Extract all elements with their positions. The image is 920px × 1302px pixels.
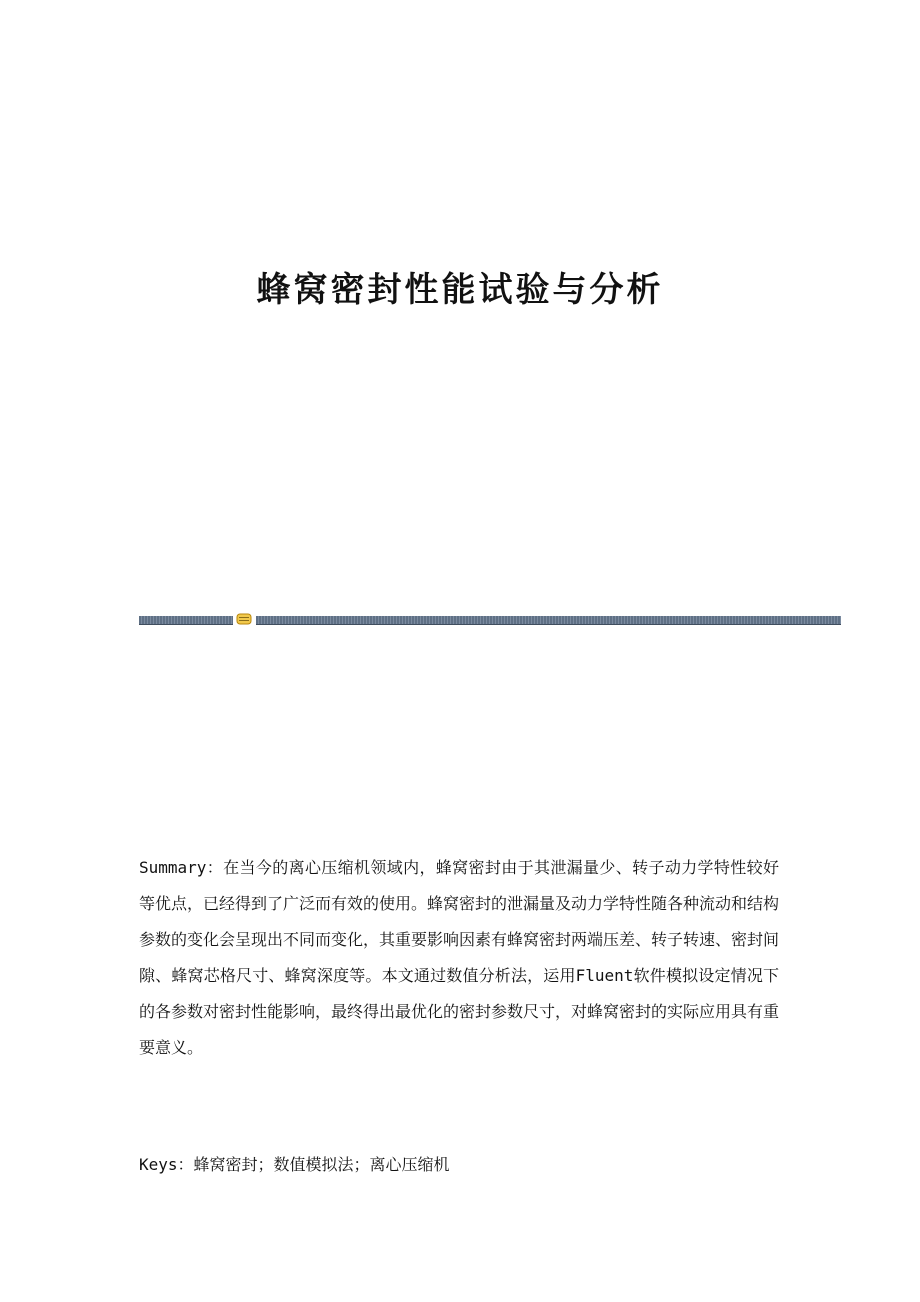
summary-label: Summary： (139, 858, 224, 877)
section-divider (139, 612, 841, 626)
keys-text: 蜂窝密封；数值模拟法；离心压缩机 (193, 1155, 450, 1174)
keywords-line (139, 1147, 779, 1183)
ornament-icon (236, 613, 252, 625)
document-title: 蜂窝密封性能试验与分析 (256, 270, 664, 310)
summary-text: 在当今的离心压缩机领域内，蜂窝密封由于其泄漏量少、转子动力学特性较好等优点，已经得到了广泛而有效的使用。蜂窝密封的泄漏量及动力学特性随各种流动和结构参数的变化会呈现出不同而变化，其重要影响因素有蜂窝密封两端压差、转子转速、密封间隙、蜂窝芯格尺寸、蜂窝深度等。本文通过数值分析法，运用Fluent软件模拟设定情况下的各参数对密封性能影响，最终得出最优化的密封参数尺寸，对蜂窝密封的实际应用具有重要意义。 (139, 858, 780, 1057)
summary-paragraph (139, 850, 779, 1066)
keys-label: Keys： (139, 1155, 194, 1174)
divider-bar-right (256, 616, 841, 624)
divider-bar-left (139, 616, 233, 624)
